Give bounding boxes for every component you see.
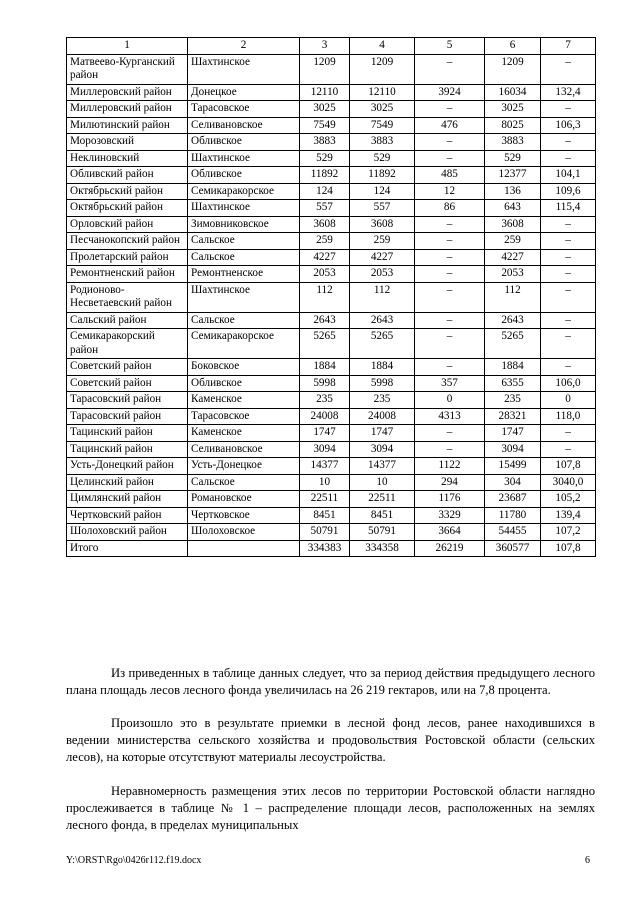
value-cell: 334383 — [300, 540, 350, 557]
value-cell: 23687 — [485, 491, 541, 508]
value-cell: 7549 — [300, 117, 350, 134]
value-cell: 3664 — [415, 524, 485, 541]
header-cell: 5 — [415, 38, 485, 55]
value-cell: 12377 — [485, 167, 541, 184]
value-cell: 2643 — [350, 312, 415, 329]
value-cell: 5998 — [300, 375, 350, 392]
value-cell: 4313 — [415, 408, 485, 425]
table-row — [67, 540, 596, 557]
header-cell: 7 — [541, 38, 596, 55]
forestry-cell — [188, 540, 300, 557]
value-cell: – — [415, 249, 485, 266]
value-cell: 4227 — [485, 249, 541, 266]
value-cell: 6355 — [485, 375, 541, 392]
value-cell: 104,1 — [541, 167, 596, 184]
forestry-cell: Шахтинское — [188, 54, 300, 84]
forestry-cell: Шолоховское — [188, 524, 300, 541]
value-cell: 1884 — [485, 359, 541, 376]
forestry-cell: Сальское — [188, 474, 300, 491]
district-cell: Родионово-Несветаевский район — [67, 282, 188, 312]
value-cell: 3094 — [350, 441, 415, 458]
value-cell: 2643 — [300, 312, 350, 329]
value-cell: – — [541, 249, 596, 266]
value-cell: – — [541, 329, 596, 359]
table-row — [67, 312, 596, 329]
forestry-cell: Чертковское — [188, 507, 300, 524]
table-row — [67, 408, 596, 425]
value-cell: 557 — [350, 200, 415, 217]
district-cell: Пролетарский район — [67, 249, 188, 266]
value-cell: – — [415, 425, 485, 442]
paragraph: Из приведенных в таблице данных следует, что за период действия предыдущего лесного плана площадь лесов лесного фонда увеличилась на 26 219 гектаров, или на 7,8 процента. — [66, 666, 595, 697]
value-cell: 12110 — [300, 84, 350, 101]
forestry-cell: Шахтинское — [188, 150, 300, 167]
value-cell: 124 — [350, 183, 415, 200]
value-cell: 112 — [485, 282, 541, 312]
value-cell: 3608 — [485, 216, 541, 233]
value-cell: 1176 — [415, 491, 485, 508]
district-cell: Морозовский — [67, 134, 188, 151]
value-cell: – — [541, 54, 596, 84]
district-cell: Октябрьский район — [67, 183, 188, 200]
header-cell: 1 — [67, 38, 188, 55]
table-row — [67, 84, 596, 101]
district-cell: Неклиновский — [67, 150, 188, 167]
table-row — [67, 524, 596, 541]
value-cell: 259 — [300, 233, 350, 250]
header-cell: 4 — [350, 38, 415, 55]
value-cell: 5265 — [485, 329, 541, 359]
value-cell: 5998 — [350, 375, 415, 392]
forestry-cell: Сальское — [188, 233, 300, 250]
district-cell: Октябрьский район — [67, 200, 188, 217]
forestry-cell: Сальское — [188, 312, 300, 329]
value-cell: 1209 — [350, 54, 415, 84]
value-cell: – — [541, 359, 596, 376]
value-cell: 50791 — [350, 524, 415, 541]
value-cell: 3329 — [415, 507, 485, 524]
table-row — [67, 329, 596, 359]
value-cell: 529 — [485, 150, 541, 167]
district-cell: Тарасовский район — [67, 408, 188, 425]
value-cell: 2053 — [485, 266, 541, 283]
value-cell: 22511 — [300, 491, 350, 508]
table-row — [67, 150, 596, 167]
value-cell: 235 — [350, 392, 415, 409]
header-cell: 6 — [485, 38, 541, 55]
district-cell: Цимлянский район — [67, 491, 188, 508]
value-cell: 107,8 — [541, 458, 596, 475]
table-header-row — [67, 38, 596, 55]
value-cell: 11780 — [485, 507, 541, 524]
forestry-cell: Обливское — [188, 375, 300, 392]
table-row — [67, 54, 596, 84]
value-cell: 2053 — [300, 266, 350, 283]
forestry-cell: Обливское — [188, 134, 300, 151]
value-cell: – — [541, 425, 596, 442]
value-cell: 334358 — [350, 540, 415, 557]
value-cell: 124 — [300, 183, 350, 200]
table-row — [67, 266, 596, 283]
value-cell: 4227 — [300, 249, 350, 266]
district-cell: Обливский район — [67, 167, 188, 184]
table-row — [67, 183, 596, 200]
value-cell: 3025 — [485, 101, 541, 118]
table-row — [67, 101, 596, 118]
value-cell: 485 — [415, 167, 485, 184]
value-cell: 1209 — [300, 54, 350, 84]
value-cell: 109,6 — [541, 183, 596, 200]
forestry-cell: Романовское — [188, 491, 300, 508]
value-cell: 107,2 — [541, 524, 596, 541]
value-cell: – — [415, 216, 485, 233]
table-row — [67, 441, 596, 458]
value-cell: 304 — [485, 474, 541, 491]
value-cell: 1209 — [485, 54, 541, 84]
value-cell: 16034 — [485, 84, 541, 101]
value-cell: 107,8 — [541, 540, 596, 557]
table-row — [67, 282, 596, 312]
forestry-cell: Обливское — [188, 167, 300, 184]
value-cell: 3094 — [300, 441, 350, 458]
value-cell: 4227 — [350, 249, 415, 266]
value-cell: 86 — [415, 200, 485, 217]
value-cell: 136 — [485, 183, 541, 200]
value-cell: 259 — [485, 233, 541, 250]
table-row — [67, 117, 596, 134]
value-cell: 3608 — [300, 216, 350, 233]
value-cell: 118,0 — [541, 408, 596, 425]
value-cell: 10 — [350, 474, 415, 491]
value-cell: 3608 — [350, 216, 415, 233]
table-row — [67, 359, 596, 376]
table-row — [67, 233, 596, 250]
forestry-cell: Тарасовское — [188, 101, 300, 118]
value-cell: 1747 — [350, 425, 415, 442]
district-cell: Советский район — [67, 375, 188, 392]
value-cell: – — [415, 266, 485, 283]
value-cell: – — [541, 266, 596, 283]
value-cell: 5265 — [350, 329, 415, 359]
district-cell: Целинский район — [67, 474, 188, 491]
value-cell: 529 — [350, 150, 415, 167]
forestry-cell: Усть-Донецкое — [188, 458, 300, 475]
district-cell: Миллеровский район — [67, 101, 188, 118]
table-row — [67, 249, 596, 266]
value-cell: – — [541, 312, 596, 329]
footer-file-path: Y:\ORST\Rgo\0426r112.f19.docx — [66, 855, 202, 866]
forestry-cell: Донецкое — [188, 84, 300, 101]
district-cell: Итого — [67, 540, 188, 557]
value-cell: – — [415, 329, 485, 359]
value-cell: 50791 — [300, 524, 350, 541]
table-row — [67, 474, 596, 491]
table-row — [67, 458, 596, 475]
district-cell: Сальский район — [67, 312, 188, 329]
value-cell: – — [415, 312, 485, 329]
table-row — [67, 392, 596, 409]
value-cell: 139,4 — [541, 507, 596, 524]
value-cell: 3883 — [300, 134, 350, 151]
footer-page-number: 6 — [585, 855, 590, 866]
value-cell: – — [541, 441, 596, 458]
table-row — [67, 167, 596, 184]
forest-area-table — [66, 37, 596, 557]
value-cell: – — [415, 134, 485, 151]
district-cell: Милютинский район — [67, 117, 188, 134]
forestry-cell: Ремонтненское — [188, 266, 300, 283]
value-cell: 360577 — [485, 540, 541, 557]
value-cell: 1747 — [485, 425, 541, 442]
value-cell: 3094 — [485, 441, 541, 458]
paragraph: Произошло это в результате приемки в лесной фонд лесов, ранее находившихся в ведении министерства сельского хозяйства и продовольствия Ростовской области (сельских лесов), на которые отсутствуют материалы лесоустройства. — [66, 716, 595, 764]
value-cell: – — [541, 282, 596, 312]
district-cell: Усть-Донецкий район — [67, 458, 188, 475]
value-cell: 5265 — [300, 329, 350, 359]
value-cell: 106,3 — [541, 117, 596, 134]
value-cell: – — [541, 134, 596, 151]
value-cell: 12 — [415, 183, 485, 200]
value-cell: – — [415, 233, 485, 250]
value-cell: 3883 — [350, 134, 415, 151]
value-cell: 3924 — [415, 84, 485, 101]
value-cell: 259 — [350, 233, 415, 250]
table-row — [67, 507, 596, 524]
value-cell: – — [541, 150, 596, 167]
value-cell: 26219 — [415, 540, 485, 557]
value-cell: 22511 — [350, 491, 415, 508]
value-cell: 3025 — [350, 101, 415, 118]
value-cell: 14377 — [300, 458, 350, 475]
value-cell: 2643 — [485, 312, 541, 329]
value-cell: 115,4 — [541, 200, 596, 217]
district-cell: Песчанокопский район — [67, 233, 188, 250]
district-cell: Чертковский район — [67, 507, 188, 524]
forestry-cell: Каменское — [188, 425, 300, 442]
value-cell: 0 — [415, 392, 485, 409]
value-cell: 1884 — [350, 359, 415, 376]
forestry-cell: Семикаракорское — [188, 183, 300, 200]
table-row — [67, 134, 596, 151]
value-cell: 7549 — [350, 117, 415, 134]
value-cell: 106,0 — [541, 375, 596, 392]
value-cell: 3025 — [300, 101, 350, 118]
value-cell: 24008 — [300, 408, 350, 425]
district-cell: Ремонтненский район — [67, 266, 188, 283]
header-cell: 3 — [300, 38, 350, 55]
value-cell: 0 — [541, 392, 596, 409]
district-cell: Семикаракорский район — [67, 329, 188, 359]
value-cell: 28321 — [485, 408, 541, 425]
value-cell: 1747 — [300, 425, 350, 442]
header-cell: 2 — [188, 38, 300, 55]
value-cell: 112 — [350, 282, 415, 312]
district-cell: Миллеровский район — [67, 84, 188, 101]
paragraph: Неравномерность размещения этих лесов по территории Ростовской области наглядно прослеживается в таблице № 1 – распределение площади лесов, расположенных на землях лесного фонда, в пределах муниципальных — [66, 784, 595, 832]
table-row — [67, 425, 596, 442]
value-cell: 11892 — [300, 167, 350, 184]
value-cell: – — [415, 54, 485, 84]
district-cell: Орловский район — [67, 216, 188, 233]
value-cell: – — [415, 441, 485, 458]
value-cell: 132,4 — [541, 84, 596, 101]
value-cell: 24008 — [350, 408, 415, 425]
forestry-cell: Селивановское — [188, 117, 300, 134]
value-cell: 8451 — [300, 507, 350, 524]
value-cell: 112 — [300, 282, 350, 312]
district-cell: Шолоховский район — [67, 524, 188, 541]
value-cell: 15499 — [485, 458, 541, 475]
forestry-cell: Боковское — [188, 359, 300, 376]
forestry-cell: Семикаракорское — [188, 329, 300, 359]
table-row — [67, 375, 596, 392]
value-cell: – — [541, 216, 596, 233]
district-cell: Тацинский район — [67, 441, 188, 458]
table-row — [67, 491, 596, 508]
value-cell: 235 — [485, 392, 541, 409]
value-cell: 294 — [415, 474, 485, 491]
district-cell: Матвеево-Курганский район — [67, 54, 188, 84]
value-cell: 1122 — [415, 458, 485, 475]
value-cell: 3040,0 — [541, 474, 596, 491]
table-row — [67, 200, 596, 217]
value-cell: 3883 — [485, 134, 541, 151]
value-cell: 1884 — [300, 359, 350, 376]
table-body — [67, 38, 596, 557]
value-cell: – — [415, 282, 485, 312]
forestry-cell: Сальское — [188, 249, 300, 266]
value-cell: 557 — [300, 200, 350, 217]
district-cell: Тарасовский район — [67, 392, 188, 409]
value-cell: – — [541, 101, 596, 118]
value-cell: – — [541, 233, 596, 250]
forestry-cell: Каменское — [188, 392, 300, 409]
forestry-cell: Шахтинское — [188, 200, 300, 217]
value-cell: 2053 — [350, 266, 415, 283]
value-cell: – — [415, 150, 485, 167]
value-cell: 10 — [300, 474, 350, 491]
forestry-cell: Селивановское — [188, 441, 300, 458]
forestry-cell: Шахтинское — [188, 282, 300, 312]
value-cell: 14377 — [350, 458, 415, 475]
value-cell: 8025 — [485, 117, 541, 134]
value-cell: 11892 — [350, 167, 415, 184]
value-cell: 8451 — [350, 507, 415, 524]
value-cell: 12110 — [350, 84, 415, 101]
value-cell: 529 — [300, 150, 350, 167]
value-cell: 476 — [415, 117, 485, 134]
forestry-cell: Зимовниковское — [188, 216, 300, 233]
value-cell: – — [415, 101, 485, 118]
district-cell: Тацинский район — [67, 425, 188, 442]
value-cell: 105,2 — [541, 491, 596, 508]
table-row — [67, 216, 596, 233]
value-cell: 235 — [300, 392, 350, 409]
value-cell: 643 — [485, 200, 541, 217]
value-cell: – — [415, 359, 485, 376]
district-cell: Советский район — [67, 359, 188, 376]
value-cell: 357 — [415, 375, 485, 392]
forestry-cell: Тарасовское — [188, 408, 300, 425]
value-cell: 54455 — [485, 524, 541, 541]
